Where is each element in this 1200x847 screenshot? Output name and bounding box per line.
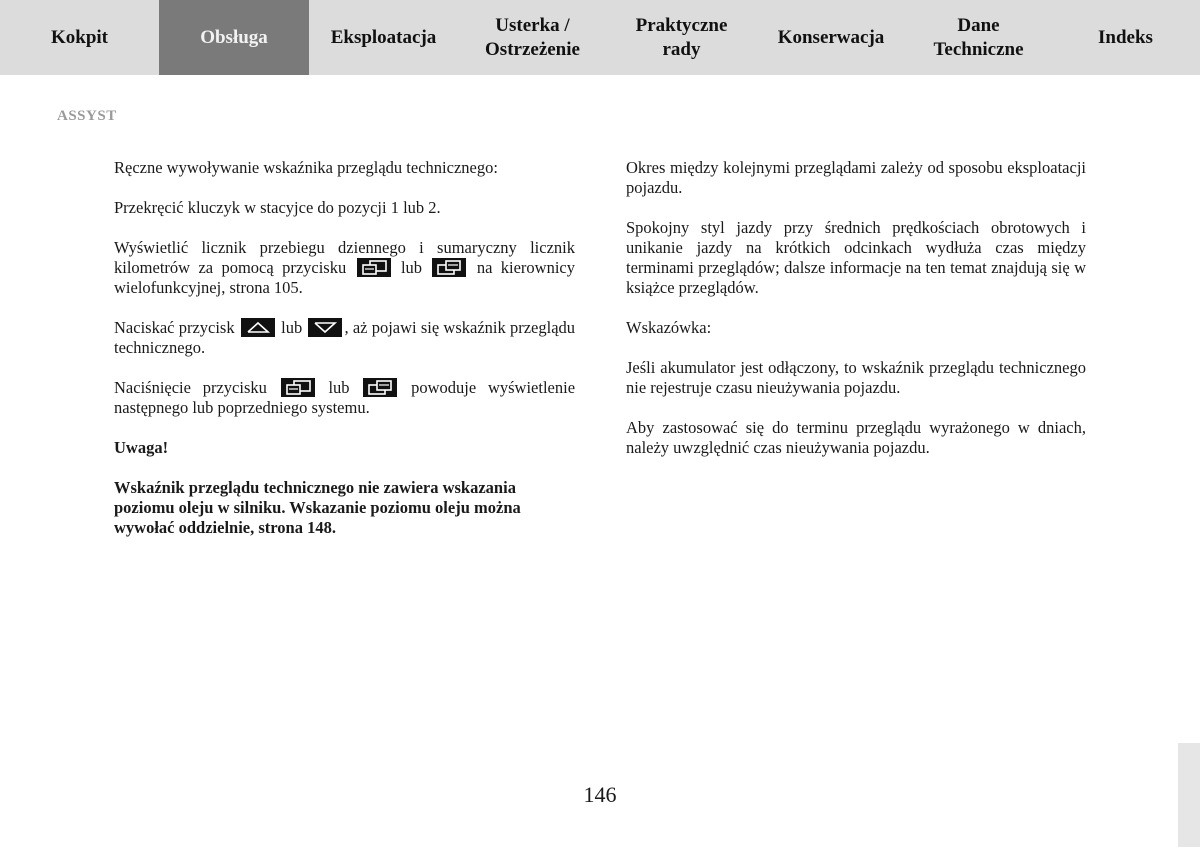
tab-indeks[interactable] bbox=[1051, 0, 1200, 75]
tab-label: Usterka / bbox=[495, 14, 570, 36]
note-heading: Uwaga! bbox=[114, 438, 169, 457]
paragraph: Przekręcić kluczyk w stacyjce do pozycji 1 lub 2. bbox=[114, 198, 441, 217]
text: , aż pojawi się wskaźnik przeglądu technicznego. bbox=[114, 318, 576, 357]
text: powoduje wyświetlenie następnego lub poprzedniego systemu. bbox=[114, 378, 576, 417]
text: lub bbox=[281, 318, 303, 337]
paragraph: Aby zastosować się do terminu przeglądu wyrażonego w dniach, należy uwzględnić czas nieużywania pojazdu. bbox=[626, 418, 1086, 457]
tab-label: Praktyczne bbox=[635, 14, 728, 36]
paragraph bbox=[114, 238, 575, 298]
page-number: 146 bbox=[583, 782, 617, 807]
text: Wyświetlić licznik przebiegu dziennego i sumaryczny licznik kilometrów za pomocą przycisku bbox=[114, 238, 575, 277]
tab-label: Obsługa bbox=[200, 26, 268, 48]
paragraph bbox=[114, 378, 575, 418]
tab-kokpit[interactable] bbox=[0, 0, 159, 75]
paragraph: Okres między kolejnymi przeglądami zależy od sposobu eksploatacji pojazdu. bbox=[626, 158, 1086, 197]
display-next-icon bbox=[363, 378, 397, 397]
right-column bbox=[626, 158, 1086, 478]
section-label: ASSYST bbox=[57, 108, 117, 124]
paragraph: Spokojny styl jazdy przy średnich prędkościach obrotowych i unikanie jazdy na krótkich odcinkach wydłuża czas między terminami przeglądów; dalsze informacje na ten temat znajdują się w książce przeglądów. bbox=[626, 218, 1086, 297]
arrow-up-icon bbox=[241, 318, 275, 337]
chapter-tabs bbox=[0, 0, 1200, 75]
text: Naciśnięcie przycisku bbox=[114, 378, 267, 397]
tab-label: rady bbox=[662, 38, 701, 60]
tab-konserwacja[interactable] bbox=[756, 0, 906, 75]
paragraph: Ręczne wywoływanie wskaźnika przeglądu technicznego: bbox=[114, 158, 498, 177]
display-prev-icon bbox=[281, 378, 315, 397]
note-body: Wskaźnik przeglądu technicznego nie zawiera wskazania poziomu oleju w silniku. Wskazanie poziomu oleju można wywołać oddzielnie, strona 148. bbox=[114, 478, 521, 537]
paragraph: Jeśli akumulator jest odłączony, to wskaźnik przeglądu technicznego nie rejestruje czasu nieużywania pojazdu. bbox=[626, 358, 1086, 397]
display-prev-icon bbox=[357, 258, 391, 277]
text: lub bbox=[328, 378, 350, 397]
hint-heading: Wskazówka: bbox=[626, 318, 712, 337]
text: lub bbox=[400, 258, 423, 277]
tab-usterka-ostrzezenie[interactable] bbox=[458, 0, 607, 75]
left-column bbox=[114, 158, 575, 558]
tab-eksploatacja[interactable] bbox=[309, 0, 458, 75]
tab-label: Ostrzeżenie bbox=[485, 38, 580, 60]
text: Naciskać przycisk bbox=[114, 318, 235, 337]
tab-label: Eksploatacja bbox=[330, 26, 437, 48]
tab-label: Dane bbox=[957, 14, 1000, 36]
paragraph bbox=[114, 318, 575, 358]
side-strip bbox=[1178, 743, 1200, 847]
tab-label: Konserwacja bbox=[777, 26, 885, 48]
tab-label: Indeks bbox=[1098, 26, 1153, 48]
tab-praktyczne-rady[interactable] bbox=[607, 0, 756, 75]
arrow-down-icon bbox=[308, 318, 342, 337]
tab-obsluga[interactable] bbox=[159, 0, 309, 75]
tab-label: Techniczne bbox=[933, 38, 1024, 60]
display-next-icon bbox=[432, 258, 466, 277]
tab-dane-techniczne[interactable] bbox=[906, 0, 1051, 75]
text: na kierownicy wielofunkcyjnej, strona 105. bbox=[114, 258, 575, 297]
tab-label: Kokpit bbox=[50, 26, 109, 48]
